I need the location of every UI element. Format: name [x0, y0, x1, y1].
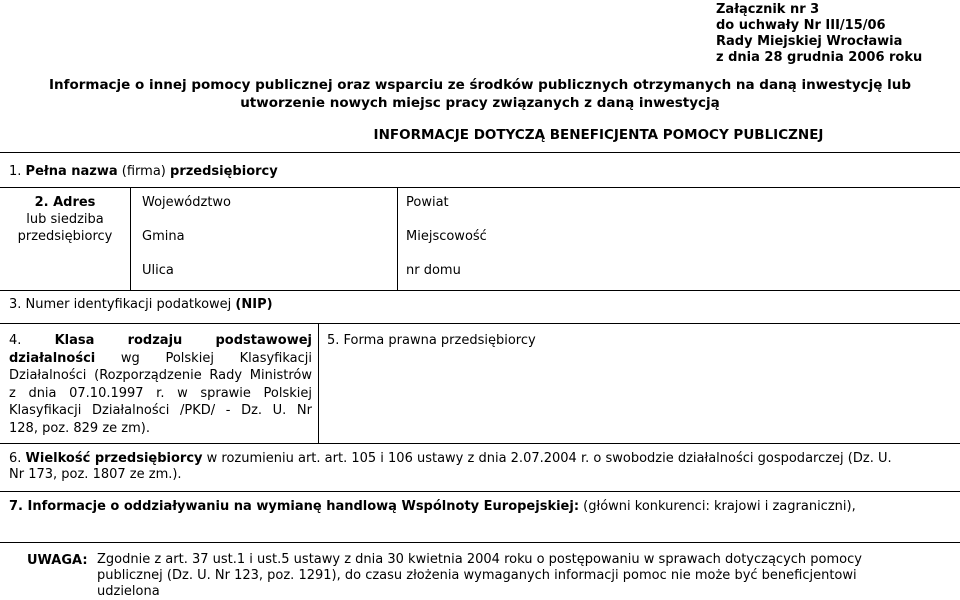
- rule: [0, 491, 960, 492]
- s4-word-2: rodzaju: [127, 333, 183, 348]
- note-label: UWAGA:: [27, 553, 88, 568]
- s4-rest: wg Polskiej Klasyfikacji: [120, 350, 312, 366]
- title-line-1: Informacje o innej pomocy publicznej oraz wsparciu ze środków publicznych otrzymanych na daną inwestycję lub: [48, 77, 912, 93]
- rule: [0, 152, 960, 153]
- rule: [0, 323, 960, 324]
- document-title: [0, 76, 960, 112]
- note-text: [97, 552, 957, 600]
- rule: [0, 542, 960, 543]
- note-line-2: publicznej (Dz. U. Nr 123, poz. 1291), do czasu złożenia wymaganych informacji pomoc nie może być beneficjentowi: [97, 568, 857, 583]
- annex-line-3: Rady Miejskiej Wrocławia: [716, 34, 903, 49]
- title-line-2: utworzenie nowych miejsc pracy związanych z daną inwestycją: [240, 95, 720, 111]
- annex-header: [716, 2, 922, 66]
- s4-line-5: Klasyfikacji Działalności /PKD/ - Dz. U. Nr: [9, 403, 312, 418]
- s1-label-bold: Pełna nazwa: [25, 164, 118, 179]
- field-full-name[interactable]: [9, 163, 278, 180]
- s7-bold: 7. Informacje o oddziaływaniu na wymianę handlową Wspólnoty Europejskiej:: [9, 499, 580, 514]
- rule: [397, 187, 398, 290]
- rule: [0, 290, 960, 291]
- field-locality[interactable]: Miejscowość: [406, 229, 487, 244]
- rule: [318, 323, 319, 443]
- s6-bold: Wielkość przedsiębiorcy: [25, 451, 203, 466]
- field-voivodeship[interactable]: Województwo: [142, 195, 232, 210]
- note-line-3: udzielona: [97, 584, 160, 599]
- s4-line-4: z dnia 07.10.1997 r. w sprawie Polskiej: [9, 385, 312, 401]
- s6-line-2: Nr 173, poz. 1807 ze zm.).: [9, 467, 182, 482]
- rule: [0, 187, 960, 188]
- s6-line-1: [9, 451, 957, 467]
- s6-rest: w rozumieniu art. art. 105 i 106 ustawy z dnia 2.07.2004 r. o swobodzie działalności gospodarczej (Dz. U.: [206, 451, 892, 466]
- s7-rest: (główni konkurenci: krajowi i zagraniczni),: [583, 499, 856, 514]
- note-line-1: Zgodnie z art. 37 ust.1 i ust.5 ustawy z dnia 30 kwietnia 2004 roku o postępowaniu w sprawach dotyczących pomocy: [97, 552, 862, 567]
- field-tax-id[interactable]: [9, 296, 273, 313]
- info-section-header: INFORMACJE DOTYCZĄ BENEFICJENTA POMOCY PUBLICZNEJ: [373, 127, 824, 143]
- s2-bold: 2. Adres: [34, 195, 96, 210]
- field-county[interactable]: Powiat: [406, 195, 449, 210]
- field-street[interactable]: Ulica: [142, 263, 174, 278]
- s1-label-entrepreneur: przedsiębiorcy: [170, 164, 278, 179]
- s2-line3: przedsiębiorcy: [17, 229, 113, 244]
- rule: [130, 187, 131, 290]
- s4-num: 4.: [9, 333, 22, 348]
- s4-line-3: Działalności (Rozporządzenie Rady Ministrów: [9, 368, 312, 383]
- annex-line-1: Załącznik nr 3: [716, 2, 820, 17]
- s3-label: 3. Numer identyfikacji podatkowej: [9, 297, 232, 312]
- field-trade-impact[interactable]: [9, 498, 856, 515]
- s4-line-2: [9, 350, 312, 368]
- s4-bold-2: działalności: [9, 350, 96, 366]
- field-house-number[interactable]: nr domu: [406, 263, 461, 278]
- s4-word-3: podstawowej: [215, 333, 312, 348]
- s4-word-1: Klasa: [54, 333, 95, 348]
- s6-num: 6.: [9, 451, 22, 466]
- field-legal-form[interactable]: 5. Forma prawna przedsiębiorcy: [327, 333, 536, 348]
- field-commune[interactable]: Gmina: [142, 229, 185, 244]
- s4-line-1: [9, 332, 312, 350]
- rule: [0, 443, 960, 444]
- field-company-size[interactable]: [9, 451, 957, 483]
- s4-line-6: 128, poz. 829 ze zm).: [9, 420, 150, 436]
- s2-line2: lub siedziba: [26, 212, 104, 227]
- field-activity-class[interactable]: [9, 332, 312, 437]
- address-label: [0, 194, 130, 245]
- annex-line-2: do uchwały Nr III/15/06: [716, 18, 886, 33]
- s3-label-bold: (NIP): [235, 297, 273, 312]
- s1-label-mid: (firma): [121, 164, 166, 179]
- s1-num: 1.: [9, 164, 22, 179]
- annex-line-4: z dnia 28 grudnia 2006 roku: [716, 50, 923, 65]
